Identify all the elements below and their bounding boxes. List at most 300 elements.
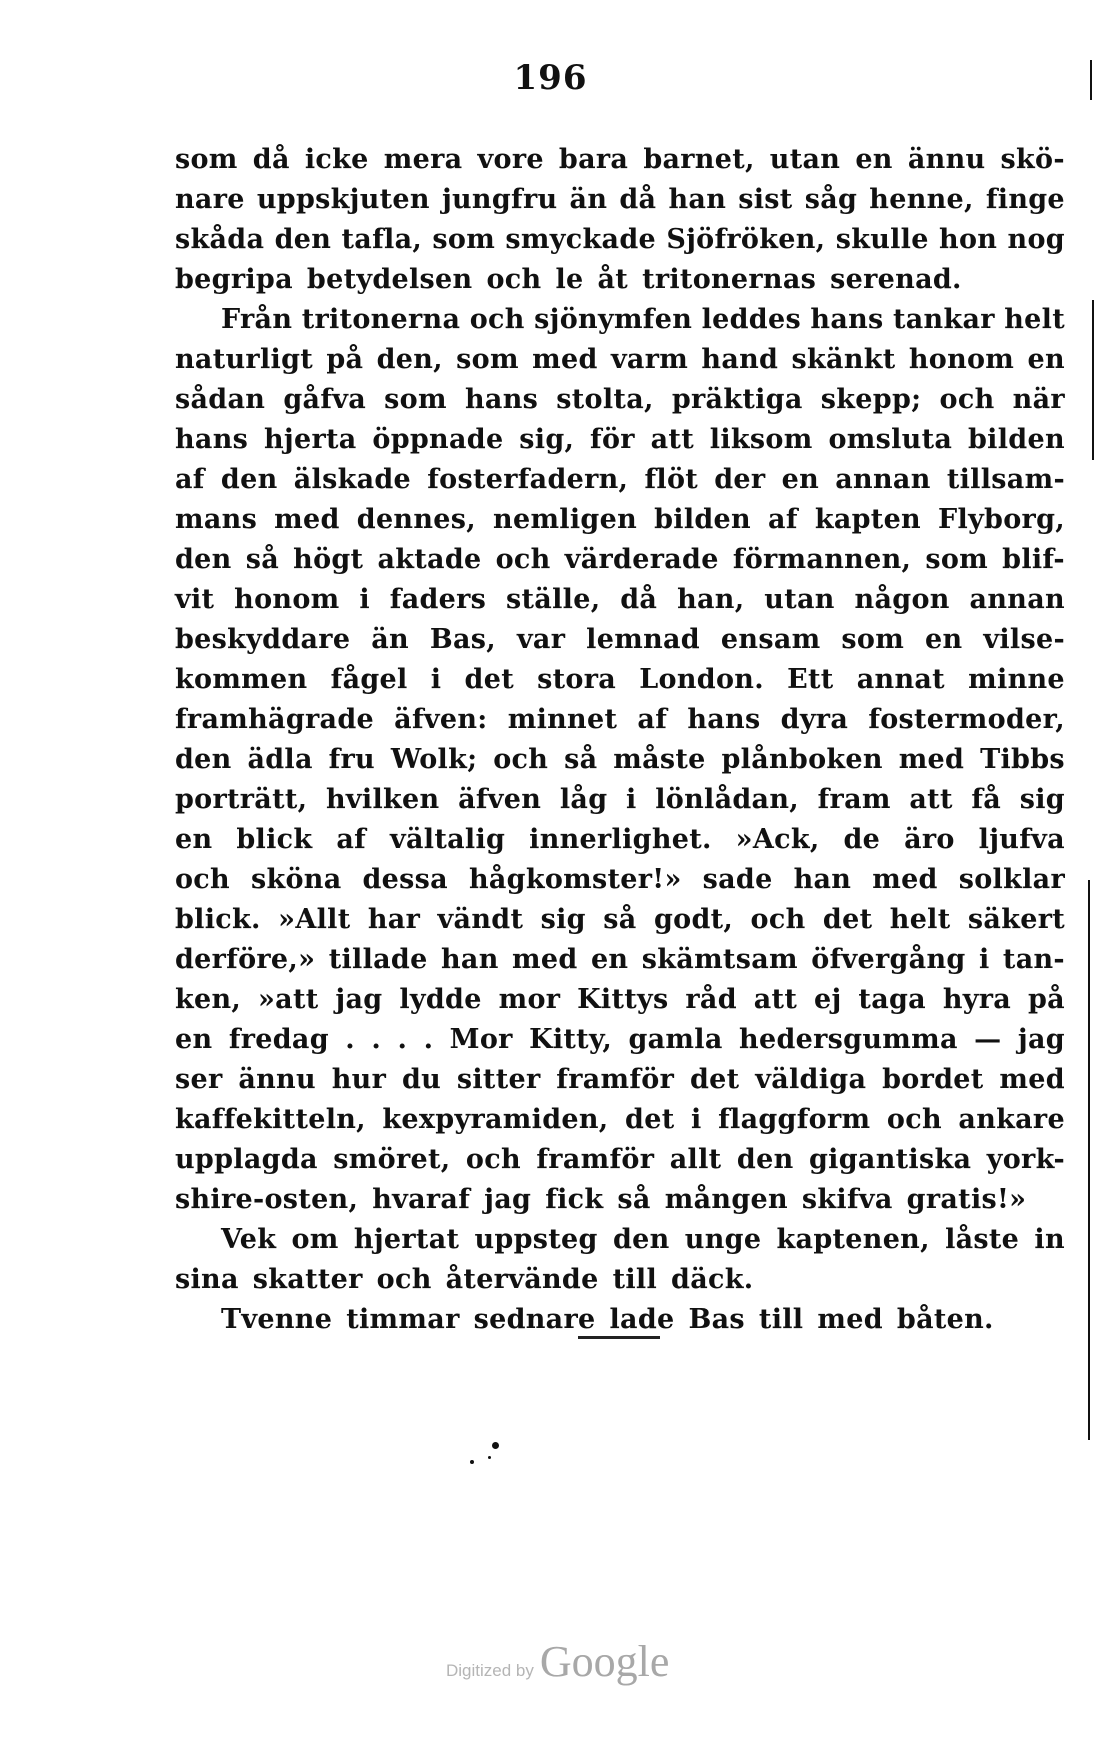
word: af: [336, 824, 367, 855]
word: om: [291, 1224, 339, 1255]
ink-speck: [470, 1460, 474, 1464]
word: utan: [769, 144, 841, 175]
word: äro: [904, 824, 955, 855]
word: med: [274, 504, 340, 535]
word: som: [841, 624, 905, 655]
text-line: [175, 780, 1065, 820]
word: skänkt: [791, 344, 896, 375]
word: såg: [804, 184, 858, 215]
word: ser: [175, 1064, 223, 1095]
word: .: [423, 1024, 434, 1055]
ink-speck: [488, 1456, 491, 1459]
word: »Ack,: [735, 824, 820, 855]
text-line: [175, 1180, 1065, 1220]
word: ställe,: [506, 584, 601, 615]
word: som: [384, 384, 447, 415]
word: annan: [969, 584, 1065, 615]
word: än: [569, 184, 608, 215]
word: .: [345, 1024, 355, 1055]
text-line: [175, 660, 1065, 700]
word: hedersgumma: [739, 1024, 958, 1055]
text-line: [175, 260, 1065, 300]
word: .: [397, 1024, 408, 1055]
word: då: [252, 144, 290, 175]
word: lönlådan,: [655, 784, 799, 815]
word: upplagda: [175, 1144, 318, 1175]
word: förmannen,: [732, 544, 912, 575]
word: begripa: [175, 264, 293, 295]
word: den: [736, 1144, 794, 1175]
word: stora: [537, 664, 617, 695]
body-text: [175, 140, 1065, 1340]
word: skifva: [801, 1184, 893, 1215]
word: Flyborg,: [938, 504, 1065, 535]
word: hans: [175, 424, 249, 455]
text-line: [175, 420, 1065, 460]
word: till: [612, 1264, 658, 1295]
word: le: [555, 264, 584, 295]
word: de: [843, 824, 881, 855]
word: allt: [669, 1144, 722, 1175]
text-line: [175, 140, 1065, 180]
text-line: [175, 460, 1065, 500]
word: en: [781, 464, 820, 495]
word: var: [516, 624, 566, 655]
word: det: [689, 1064, 740, 1095]
word: Kittys: [577, 984, 669, 1015]
text-line: [175, 980, 1065, 1020]
word: hans: [810, 304, 884, 335]
word: en: [175, 824, 213, 855]
word: vändt: [437, 904, 524, 935]
word: Från: [221, 304, 293, 335]
word: serenad.: [830, 264, 962, 295]
word: ensam: [720, 624, 821, 655]
word: han,: [677, 584, 745, 615]
word: den: [175, 744, 232, 775]
word: leddes: [701, 304, 801, 335]
word: äfven:: [394, 704, 488, 735]
word: Bas,: [429, 624, 497, 655]
word: han: [668, 184, 727, 215]
word: måste: [613, 744, 706, 775]
word: och: [495, 544, 551, 575]
word: den: [175, 544, 232, 575]
text-line: [175, 220, 1065, 260]
google-logo: Google: [539, 1637, 670, 1686]
word: innerlighet.: [529, 824, 712, 855]
word: tillade: [328, 944, 428, 975]
word: och: [175, 864, 230, 895]
word: »Allt: [278, 904, 351, 935]
word: Sjöfröken,: [666, 224, 826, 255]
word: då: [619, 184, 657, 215]
text-line: [175, 1140, 1065, 1180]
word: den: [274, 224, 332, 255]
word: blick: [236, 824, 313, 855]
word: naturligt: [175, 344, 314, 375]
word: hvilken: [326, 784, 440, 815]
word: mera: [383, 144, 463, 175]
ink-speck: [492, 1442, 499, 1449]
word: än: [371, 624, 409, 655]
word: öfvergång: [811, 944, 966, 975]
word: hon: [939, 224, 998, 255]
word: gigantiska: [808, 1144, 972, 1175]
text-line: [175, 580, 1065, 620]
word: ankare: [958, 1104, 1065, 1135]
word: och: [750, 904, 806, 935]
word: framför: [536, 1144, 655, 1175]
word: med: [532, 344, 598, 375]
word: bara: [558, 144, 629, 175]
word: skö-: [1000, 144, 1065, 175]
word: på: [326, 344, 364, 375]
end-rule: [578, 1336, 660, 1339]
word: bilden: [968, 424, 1065, 455]
word: och: [465, 1144, 521, 1175]
word: båten.: [896, 1304, 994, 1335]
word: flöt: [644, 464, 699, 495]
text-line: [175, 1220, 1065, 1260]
word: skulle: [835, 224, 929, 255]
word: nare: [175, 184, 245, 215]
word: lemnad: [586, 624, 700, 655]
word: sig,: [519, 424, 575, 455]
word: med: [872, 864, 938, 895]
word: annan: [835, 464, 931, 495]
text-line: [175, 820, 1065, 860]
word: präktiga: [671, 384, 803, 415]
scan-edge-mark: [1088, 880, 1090, 1440]
word: kaptenen,: [776, 1224, 930, 1255]
word: varm: [610, 344, 689, 375]
scan-edge-mark: [1092, 300, 1094, 460]
word: som: [456, 344, 519, 375]
word: fru: [328, 744, 375, 775]
word: i: [978, 944, 990, 975]
word: flaggform: [718, 1104, 871, 1135]
text-line: [175, 1260, 1065, 1300]
word: hans: [464, 384, 539, 415]
word: uppsteg: [474, 1224, 598, 1255]
word: en: [1027, 344, 1065, 375]
word: der: [714, 464, 766, 495]
word: porträtt,: [175, 784, 308, 815]
word: af: [637, 704, 668, 735]
word: väldiga: [755, 1064, 867, 1095]
word: och: [939, 384, 995, 415]
word: kapten: [814, 504, 921, 535]
word: han: [793, 864, 852, 895]
word: nemligen: [493, 504, 638, 535]
word: jungfru: [441, 184, 558, 215]
word: en: [855, 144, 893, 175]
word: vältalig: [390, 824, 506, 855]
word: vit: [175, 584, 215, 615]
word: kommen: [175, 664, 308, 695]
word: däck.: [671, 1264, 754, 1295]
word: mor: [498, 984, 561, 1015]
word: bilden: [654, 504, 751, 535]
word: då: [620, 584, 658, 615]
word: tan-: [1002, 944, 1065, 975]
word: derföre,»: [175, 944, 316, 975]
word: icke: [304, 144, 369, 175]
word: nog: [1007, 224, 1065, 255]
word: helt: [1004, 304, 1065, 335]
watermark-prefix: Digitized by: [446, 1661, 534, 1680]
word: Kitty,: [529, 1024, 613, 1055]
word: uppskjuten: [256, 184, 430, 215]
word: sade: [702, 864, 773, 895]
word: fosterfadern,: [427, 464, 629, 495]
text-line: [175, 860, 1065, 900]
word: finge: [985, 184, 1065, 215]
word: hans: [687, 704, 761, 735]
word: London.: [639, 664, 764, 695]
word: fram: [817, 784, 891, 815]
word: unge: [684, 1224, 762, 1255]
word: henne,: [869, 184, 974, 215]
word: plånboken: [721, 744, 883, 775]
word: den,: [376, 344, 443, 375]
word: gamla: [628, 1024, 723, 1055]
word: har: [367, 904, 421, 935]
word: åt: [597, 264, 629, 295]
word: i: [691, 1104, 702, 1135]
word: det: [625, 1104, 675, 1135]
word: af: [175, 464, 205, 495]
word: och: [886, 1104, 942, 1135]
word: godt,: [653, 904, 734, 935]
word: sköna: [250, 864, 342, 895]
word: och: [469, 304, 525, 335]
word: sist: [738, 184, 793, 215]
word: hyra: [942, 984, 1012, 1015]
word: med: [512, 944, 578, 975]
word: en: [925, 624, 963, 655]
word: sjönymfen: [534, 304, 693, 335]
word: älskade: [293, 464, 412, 495]
word: minnet: [507, 704, 618, 735]
word: shire-osten,: [175, 1184, 359, 1215]
word: —: [974, 1024, 1002, 1055]
text-line: [175, 700, 1065, 740]
word: gåfva: [283, 384, 367, 415]
word: blick.: [175, 904, 261, 935]
word: Wolk;: [390, 744, 478, 775]
word: tritonerna: [301, 304, 461, 335]
word: in: [1034, 1224, 1065, 1255]
word: fostermoder,: [868, 704, 1065, 735]
word: skatter: [252, 1264, 363, 1295]
word: dyra: [780, 704, 849, 735]
word: att: [909, 784, 953, 815]
word: aktade: [377, 544, 482, 575]
word: honom: [234, 584, 340, 615]
word: minne: [968, 664, 1065, 695]
word: den: [220, 464, 278, 495]
word: på: [1027, 984, 1065, 1015]
word: »att: [258, 984, 319, 1015]
word: och: [376, 1264, 432, 1295]
word: i: [359, 584, 370, 615]
word: barnet,: [643, 144, 755, 175]
scan-edge-mark: [1090, 60, 1092, 100]
word: den: [612, 1224, 670, 1255]
word: öppnade: [372, 424, 504, 455]
word: smöret,: [333, 1144, 451, 1175]
word: honom: [908, 344, 1015, 375]
word: hjertat: [353, 1224, 460, 1255]
word: och: [493, 744, 549, 775]
word: någon: [854, 584, 950, 615]
ink-specks: [470, 1440, 520, 1480]
word: med: [817, 1304, 883, 1335]
word: som: [432, 224, 496, 255]
word: Tvenne: [221, 1304, 333, 1335]
word: ej: [813, 984, 842, 1015]
word: med: [898, 744, 965, 775]
word: som: [175, 144, 238, 175]
word: taga: [858, 984, 926, 1015]
word: faders: [389, 584, 487, 615]
word: skämtsam: [641, 944, 798, 975]
word: med: [999, 1064, 1065, 1095]
word: hand: [701, 344, 779, 375]
word: helt: [889, 904, 951, 935]
word: tafla,: [341, 224, 423, 255]
word: i: [430, 664, 442, 695]
word: få: [971, 784, 1002, 815]
word: en: [175, 1024, 213, 1055]
word: dessa: [362, 864, 448, 895]
word: tankar: [892, 304, 995, 335]
word: jag: [484, 1184, 532, 1215]
word: ädla: [247, 744, 313, 775]
word: så: [245, 544, 280, 575]
word: du: [401, 1064, 442, 1095]
word: tillsam-: [946, 464, 1065, 495]
word: dennes,: [356, 504, 476, 535]
word: sednare: [473, 1304, 596, 1335]
text-line: [175, 620, 1065, 660]
word: högt: [293, 544, 364, 575]
word: fick: [545, 1184, 604, 1215]
word: fågel: [330, 664, 408, 695]
word: skepp;: [820, 384, 922, 415]
word: tritonernas: [642, 264, 817, 295]
word: att: [753, 984, 798, 1015]
word: sig: [1019, 784, 1065, 815]
word: omsluta: [828, 424, 953, 455]
word: hur: [331, 1064, 387, 1095]
word: ännu: [907, 144, 986, 175]
word: så: [603, 904, 637, 935]
word: kaffekitteln,: [175, 1104, 366, 1135]
word: liksom: [709, 424, 813, 455]
word: värderade: [564, 544, 719, 575]
word: fredag: [228, 1024, 329, 1055]
word: för: [590, 424, 635, 455]
text-line: [175, 1020, 1065, 1060]
word: sitter: [456, 1064, 541, 1095]
word: och: [486, 264, 542, 295]
word: lydde: [399, 984, 482, 1015]
word: Tibbs: [980, 744, 1065, 775]
word: till: [758, 1304, 804, 1335]
word: hjerta: [263, 424, 357, 455]
word: solklar: [958, 864, 1065, 895]
word: jag: [335, 984, 383, 1015]
word: bordet: [882, 1064, 984, 1095]
word: utan: [764, 584, 835, 615]
digitized-watermark: [446, 1636, 669, 1696]
word: jag: [1017, 1024, 1065, 1055]
word: så: [564, 744, 598, 775]
word: kexpyramiden,: [382, 1104, 609, 1135]
word: ännu: [238, 1064, 316, 1095]
text-line: [175, 900, 1065, 940]
text-line: [175, 540, 1065, 580]
word: vilse-: [983, 624, 1065, 655]
page-number: 196: [513, 58, 588, 98]
word: stolta,: [556, 384, 654, 415]
word: lade: [609, 1304, 675, 1335]
word: framhägrade: [175, 704, 374, 735]
text-line: [175, 1100, 1065, 1140]
word: en: [590, 944, 629, 975]
text-line: [175, 180, 1065, 220]
word: återvände: [445, 1264, 599, 1295]
word: mans: [175, 504, 258, 535]
word: blif-: [1002, 544, 1065, 575]
word: Mor: [449, 1024, 513, 1055]
word: sina: [175, 1264, 239, 1295]
word: sig: [540, 904, 586, 935]
word: vore: [477, 144, 544, 175]
word: när: [1012, 384, 1065, 415]
word: beskyddare: [175, 624, 351, 655]
word: som: [925, 544, 989, 575]
word: låg: [559, 784, 608, 815]
text-line: [175, 500, 1065, 540]
word: smyckade: [505, 224, 656, 255]
text-line: [175, 1300, 1065, 1340]
text-line: [175, 940, 1065, 980]
text-line: [175, 300, 1065, 340]
word: hågkomster!»: [468, 864, 682, 895]
word: mången: [664, 1184, 788, 1215]
word: låste: [945, 1224, 1020, 1255]
word: ken,: [175, 984, 242, 1015]
word: skåda: [175, 224, 265, 255]
word: i: [626, 784, 637, 815]
text-line: [175, 340, 1065, 380]
word: sådan: [175, 384, 266, 415]
text-line: [175, 1060, 1065, 1100]
word: gratis!»: [906, 1184, 1027, 1215]
word: hvaraf: [372, 1184, 471, 1215]
word: äfven: [458, 784, 542, 815]
word: Vek: [221, 1224, 277, 1255]
word: timmar: [346, 1304, 460, 1335]
word: york-: [986, 1144, 1065, 1175]
word: Ett: [787, 664, 834, 695]
word: att: [650, 424, 694, 455]
word: framför: [556, 1064, 675, 1095]
